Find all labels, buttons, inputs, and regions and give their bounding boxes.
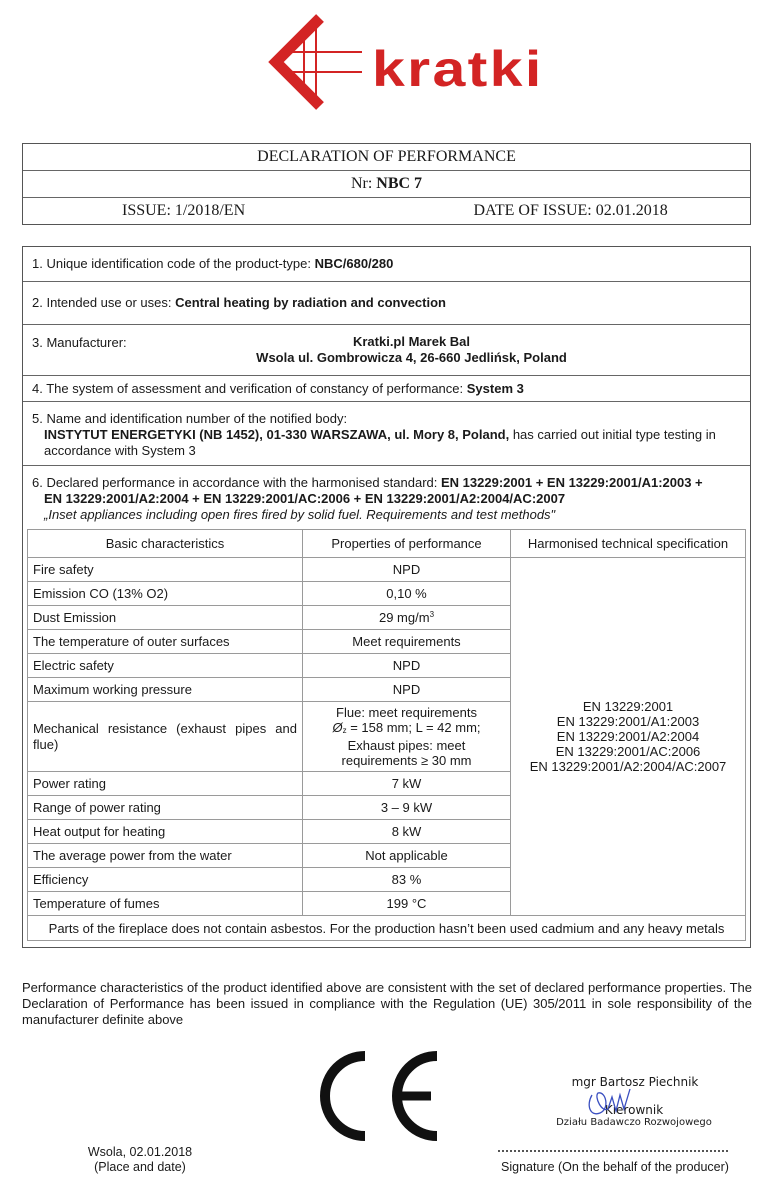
- spec-item: EN 13229:2001/AC:2006: [555, 744, 701, 759]
- intended-use: Central heating by radiation and convection: [175, 295, 446, 310]
- brand-name: kratki: [372, 41, 544, 97]
- characteristic-cell: Dust Emission: [28, 606, 303, 630]
- performance-cell: 199 °C: [303, 892, 511, 916]
- section-2-intended-use: [23, 282, 750, 325]
- characteristic-cell: Power rating: [28, 772, 303, 796]
- issue-number: ISSUE: 1/2018/EN: [122, 202, 246, 219]
- characteristic-cell: Mechanical resistance (exhaust pipes and flue): [28, 702, 303, 772]
- section-1-label: 1. Unique identification code of the product-type:: [32, 256, 311, 271]
- spec-item: EN 13229:2001/A2:2004/AC:2007: [529, 759, 727, 774]
- notified-body-name: INSTYTUT ENERGETYKI (NB 1452), 01-330 WARSZAWA, ul. Mory 8, Poland,: [44, 427, 510, 442]
- section-2-label: 2. Intended use or uses:: [32, 295, 172, 310]
- performance-line: Exhaust pipes: meet: [347, 738, 466, 753]
- declaration-header: [22, 143, 751, 225]
- table-header-row: [28, 530, 746, 558]
- characteristic-cell: Temperature of fumes: [28, 892, 303, 916]
- performance-cell: [303, 702, 511, 772]
- section-4-assessment-system: [23, 376, 750, 402]
- characteristic-cell: Maximum working pressure: [28, 678, 303, 702]
- characteristic-cell: Heat output for heating: [28, 820, 303, 844]
- ce-mark-icon: [313, 1050, 443, 1142]
- performance-line: requirements ≥ 30 mm: [341, 753, 472, 768]
- section-6-label: 6. Declared performance in accordance with the harmonised standard:: [32, 475, 438, 490]
- notified-body-text: has carried out initial type testing in: [509, 427, 716, 442]
- harmonised-spec-cell: [511, 558, 746, 916]
- number-value: NBC 7: [376, 175, 423, 192]
- assessment-system: System 3: [466, 381, 524, 396]
- diameter-symbol: Ø: [332, 720, 343, 735]
- harmonised-standard-line2: EN 13229:2001/A2:2004 + EN 13229:2001/AC:2006 + EN 13229:2001/A2:2004/AC:2007: [44, 491, 566, 506]
- superscript: 3: [429, 610, 435, 619]
- conformity-statement: Performance characteristics of the product identified above are consistent with the set of declared performance properties. The Declaration of Performance has been issued in compliance with the Regulation (UE) 305/2011 in sole responsibility of the manufacturer definite above: [22, 980, 752, 1027]
- performance-line: Flue: meet requirements: [336, 705, 477, 720]
- kratki-logo: [240, 12, 544, 112]
- spec-item: EN 13229:2001/A1:2003: [556, 714, 700, 729]
- characteristic-cell: The temperature of outer surfaces: [28, 630, 303, 654]
- subscript: z: [342, 726, 347, 735]
- performance-cell: Meet requirements: [303, 630, 511, 654]
- manufacturer-name: Kratki.pl Marek Bal: [352, 334, 471, 349]
- table-row: [28, 558, 746, 582]
- manufacturer-details: [23, 334, 750, 366]
- place-date-value: Wsola, 02.01.2018: [87, 1145, 193, 1159]
- performance-cell: 0,10 %: [303, 582, 511, 606]
- spec-item: EN 13229:2001/A2:2004: [556, 729, 700, 744]
- table-note-row: [28, 916, 746, 941]
- issue-row: [23, 198, 750, 224]
- performance-cell: Not applicable: [303, 844, 511, 868]
- signatory-title: Kierownik: [604, 1103, 664, 1117]
- performance-cell: NPD: [303, 558, 511, 582]
- performance-cell: 8 kW: [303, 820, 511, 844]
- column-header: Basic characteristics: [28, 530, 303, 558]
- section-5-label: 5. Name and identification number of the notified body:: [32, 411, 348, 426]
- section-5-notified-body: [23, 402, 750, 466]
- characteristic-cell: Electric safety: [28, 654, 303, 678]
- performance-cell: [303, 606, 511, 630]
- place-date-label: (Place and date): [94, 1160, 186, 1174]
- notified-body-system: accordance with System 3: [44, 443, 196, 458]
- column-header: Properties of performance: [303, 530, 511, 558]
- number-label: Nr:: [350, 175, 373, 192]
- handwritten-signature-icon: [584, 1083, 644, 1123]
- manufacturer-address: Wsola ul. Gombrowicza 4, 26-660 Jedlińsk, Poland: [256, 350, 567, 365]
- product-code: NBC/680/280: [314, 256, 394, 271]
- document-title: DECLARATION OF PERFORMANCE: [23, 144, 750, 171]
- performance-table: [27, 529, 746, 941]
- section-6-declared-performance: [23, 466, 750, 529]
- performance-cell: 3 – 9 kW: [303, 796, 511, 820]
- standard-subtitle: „Inset appliances including open fires fired by solid fuel. Requirements and test methods": [44, 507, 556, 522]
- performance-cell: NPD: [303, 654, 511, 678]
- signature-label: Signature (On the behalf of the producer): [501, 1160, 729, 1174]
- performance-cell: NPD: [303, 678, 511, 702]
- characteristic-cell: Range of power rating: [28, 796, 303, 820]
- performance-cell: 83 %: [303, 868, 511, 892]
- place-and-date: [60, 1145, 220, 1175]
- signatory-name: mgr Bartosz Piechnik: [571, 1075, 699, 1089]
- section-4-label: 4. The system of assessment and verification of constancy of performance:: [32, 381, 464, 396]
- characteristic-cell: The average power from the water: [28, 844, 303, 868]
- performance-value: 29 mg/m: [378, 610, 430, 625]
- characteristic-cell: Fire safety: [28, 558, 303, 582]
- characteristic-cell: Efficiency: [28, 868, 303, 892]
- declaration-body: [22, 246, 751, 948]
- asbestos-note: Parts of the fireplace does not contain asbestos. For the production hasn’t been used cadmium and any heavy metals: [28, 916, 746, 941]
- harmonised-standard-line1: EN 13229:2001 + EN 13229:2001/A1:2003 +: [441, 475, 703, 490]
- section-3-manufacturer: [23, 325, 750, 376]
- characteristic-cell: Emission CO (13% O2): [28, 582, 303, 606]
- section-1-product-code: [23, 247, 750, 282]
- signatory-department: Działu Badawczo Rozwojowego: [556, 1117, 712, 1128]
- kratki-grid-icon: [240, 12, 370, 112]
- spec-item: EN 13229:2001: [582, 699, 674, 714]
- performance-cell: 7 kW: [303, 772, 511, 796]
- signature-line: [498, 1150, 728, 1152]
- section-3-label: 3. Manufacturer:: [32, 335, 127, 350]
- column-header: Harmonised technical specification: [511, 530, 746, 558]
- performance-value: = 158 mm; L = 42 mm;: [350, 720, 481, 735]
- performance-line: [308, 720, 505, 738]
- document-number: [23, 171, 750, 198]
- signatory-block: [490, 1075, 760, 1128]
- issue-date: DATE OF ISSUE: 02.01.2018: [473, 202, 668, 219]
